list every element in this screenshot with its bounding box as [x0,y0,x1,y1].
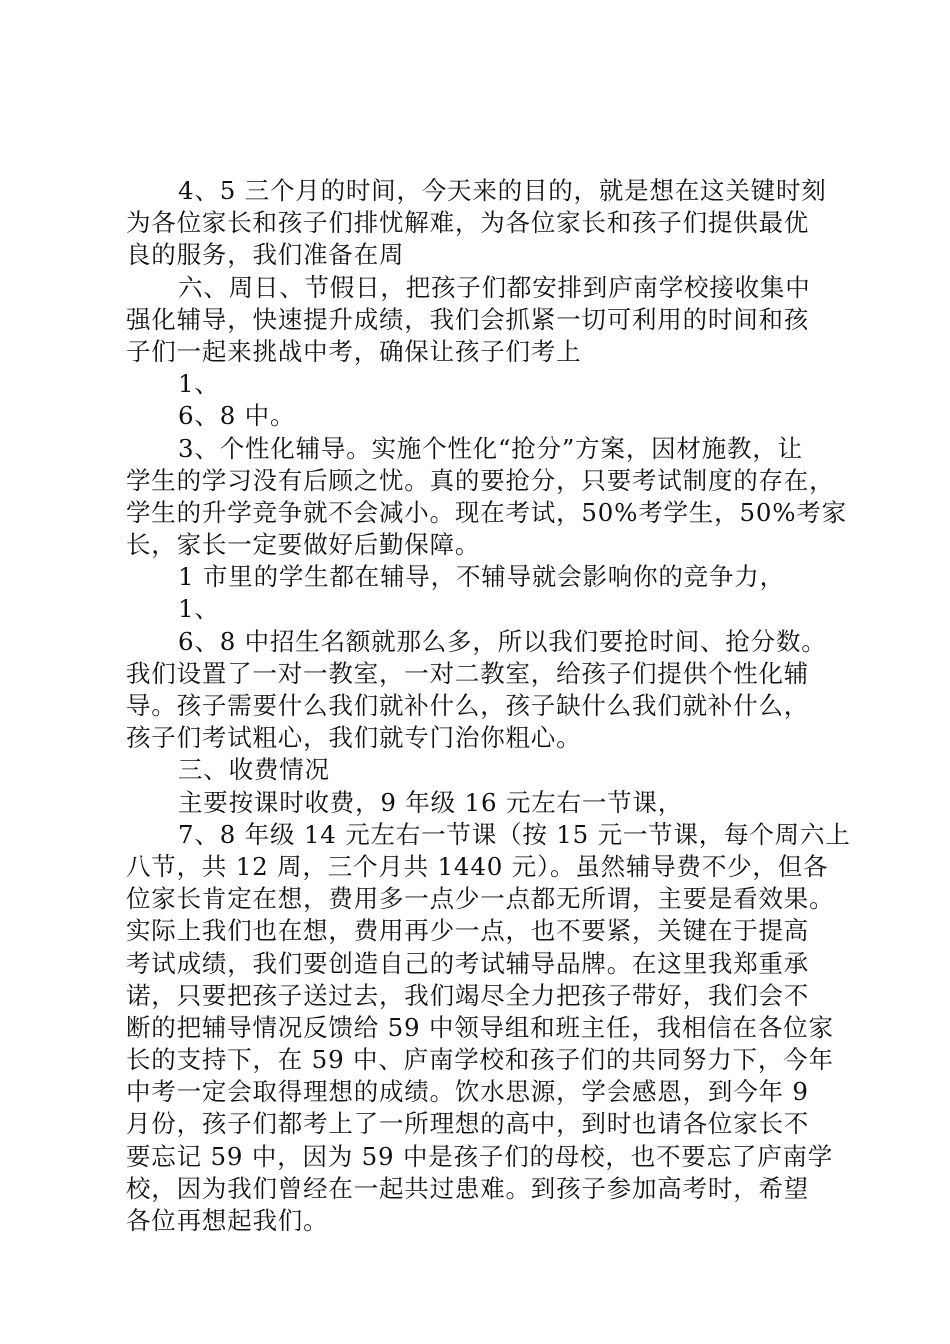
text-line: 位家长肯定在想，费用多一点少一点都无所谓，主要是看效果。 [126,884,835,914]
text-line: 长，家长一定要做好后勤保障。 [126,530,481,560]
text-line: 1、 [178,369,220,399]
text-line: 要忘记 59 中，因为 59 中是孩子们的母校，也不要忘了庐南学 [126,1141,834,1171]
text-line: 孩子们考试粗心，我们就专门治你粗心。 [126,723,582,753]
text-line: 我们设置了一对一教室，一对二教室，给孩子们提供个性化辅 [126,658,810,688]
text-line: 六、周日、节假日，把孩子们都安排到庐南学校接收集中 [178,272,811,302]
text-line: 学生的学习没有后顾之忧。真的要抢分，只要考试制度的存在， [126,465,835,495]
text-line: 各位再想起我们。 [126,1206,329,1235]
text-line: 长的支持下，在 59 中、庐南学校和孩子们的共同努力下，今年 [126,1045,834,1075]
text-line: 主要按课时收费，9 年级 16 元左右一节课， [178,787,684,817]
text-line: 6、8 中招生名额就那么多，所以我们要抢时间、抢分数。 [178,626,827,656]
text-line: 学生的升学竞争就不会减小。现在考试，50%考学生，50%考家 [126,497,847,527]
text-line: 3、个性化辅导。实施个性化“抢分”方案，因材施教，让 [178,433,803,463]
text-line: 断的把辅导情况反馈给 59 中领导组和班主任，我相信在各位家 [126,1012,834,1042]
text-line: 八节，共 12 周，三个月共 1440 元）。虽然辅导费不少，但各 [126,851,829,881]
text-line: 考试成绩，我们要创造自己的考试辅导品牌。在这里我郑重承 [126,948,810,978]
text-line: 诺，只要把孩子送过去，我们竭尽全力把孩子带好，我们会不 [126,980,810,1010]
text-line: 子们一起来挑战中考，确保让孩子们考上 [126,336,582,366]
text-line: 7、8 年级 14 元左右一节课（按 15 元一节课，每个周六上 [178,819,851,849]
text-line: 良的服务，我们准备在周 [126,240,405,270]
text-line: 导。孩子需要什么我们就补什么，孩子缺什么我们就补什么， [126,691,810,720]
text-line: 1、 [178,594,220,624]
text-line: 实际上我们也在想，费用再少一点，也不要紧，关键在于提高 [126,916,810,946]
document-body [126,175,851,1237]
text-line: 6、8 中。 [178,401,296,431]
text-line: 校，因为我们曾经在一起共过患难。到孩子参加高考时，希望 [126,1173,810,1203]
text-line: 强化辅导，快速提升成绩，我们会抓紧一切可利用的时间和孩 [126,304,810,334]
text-line: 三、收费情况 [178,755,330,785]
text-line: 4、5 三个月的时间，今天来的目的，就是想在这关键时刻 [178,176,827,205]
text-line: 月份，孩子们都考上了一所理想的高中，到时也请各位家长不 [126,1109,810,1139]
text-line: 中考一定会取得理想的成绩。饮水思源，学会感恩，到今年 9 [126,1077,809,1107]
text-line: 为各位家长和孩子们排忧解难，为各位家长和孩子们提供最优 [126,208,810,238]
text-line: 1 市里的学生都在辅导，不辅导就会影响你的竞争力， [178,562,785,592]
